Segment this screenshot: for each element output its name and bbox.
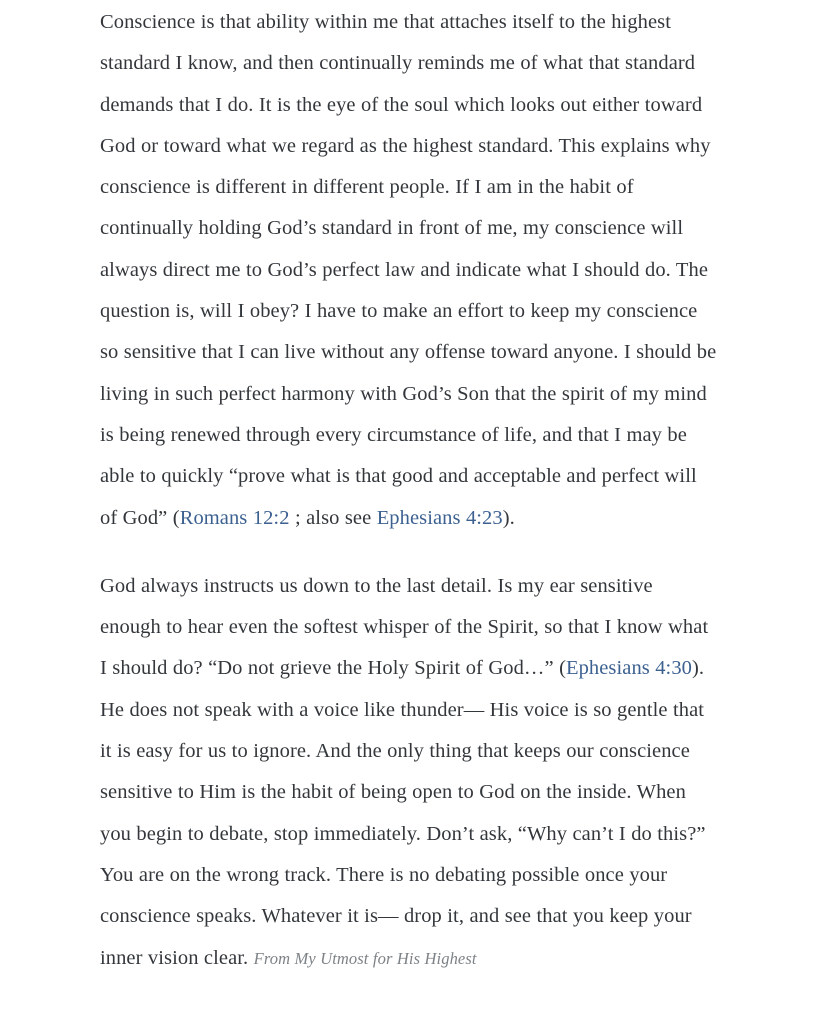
devotional-article	[100, 0, 718, 979]
paragraph-text: ). He does not speak with a voice like thunder— His voice is so gentle that it is easy for us to ignore. And the only thing that keeps our conscience sensitive to Him is the habit of being open to God on the inside. When you begin to debate, stop immediately. Don’t ask, “Why can’t I do this?” You are on the wrong track. There is no debating possible once your conscience speaks. Whatever it is— drop it, and see that you keep your inner vision clear.	[100, 657, 706, 969]
paragraph-text: ).	[502, 506, 515, 529]
source-attribution: From My Utmost for His Highest	[253, 948, 477, 968]
paragraph-text: ; also see	[289, 506, 377, 529]
scripture-reference-link[interactable]: Romans 12:2	[179, 506, 290, 529]
paragraph-text: Conscience is that ability within me that attaches itself to the highest standard I know, and then continually reminds me of what that standard demands that I do. It is the eye of the soul which looks out either toward God or toward what we regard as the highest standard. This explains why conscience is different in different people. If I am in the habit of continually holding God’s standard in front of me, my conscience will always direct me to God’s perfect law and indicate what I should do. The question is, will I obey? I have to make an effort to keep my conscience so sensitive that I can live without any offense toward anyone. I should be living in such perfect harmony with God’s Son that the spirit of my mind is being renewed through every circumstance of life, and that I may be able to quickly “prove what is that good and acceptable and perfect will of God” (	[100, 11, 717, 529]
scripture-reference-link[interactable]: Ephesians 4:23	[376, 506, 503, 529]
paragraph-2	[100, 566, 718, 979]
paragraph-text: God always instructs us down to the last detail. Is my ear sensitive enough to hear even the softest whisper of the Spirit, so that I know what I should do? “Do not grieve the Holy Spirit of God…” (	[100, 574, 709, 680]
paragraph-1	[100, 2, 718, 539]
scripture-reference-link[interactable]: Ephesians 4:30	[565, 657, 692, 680]
